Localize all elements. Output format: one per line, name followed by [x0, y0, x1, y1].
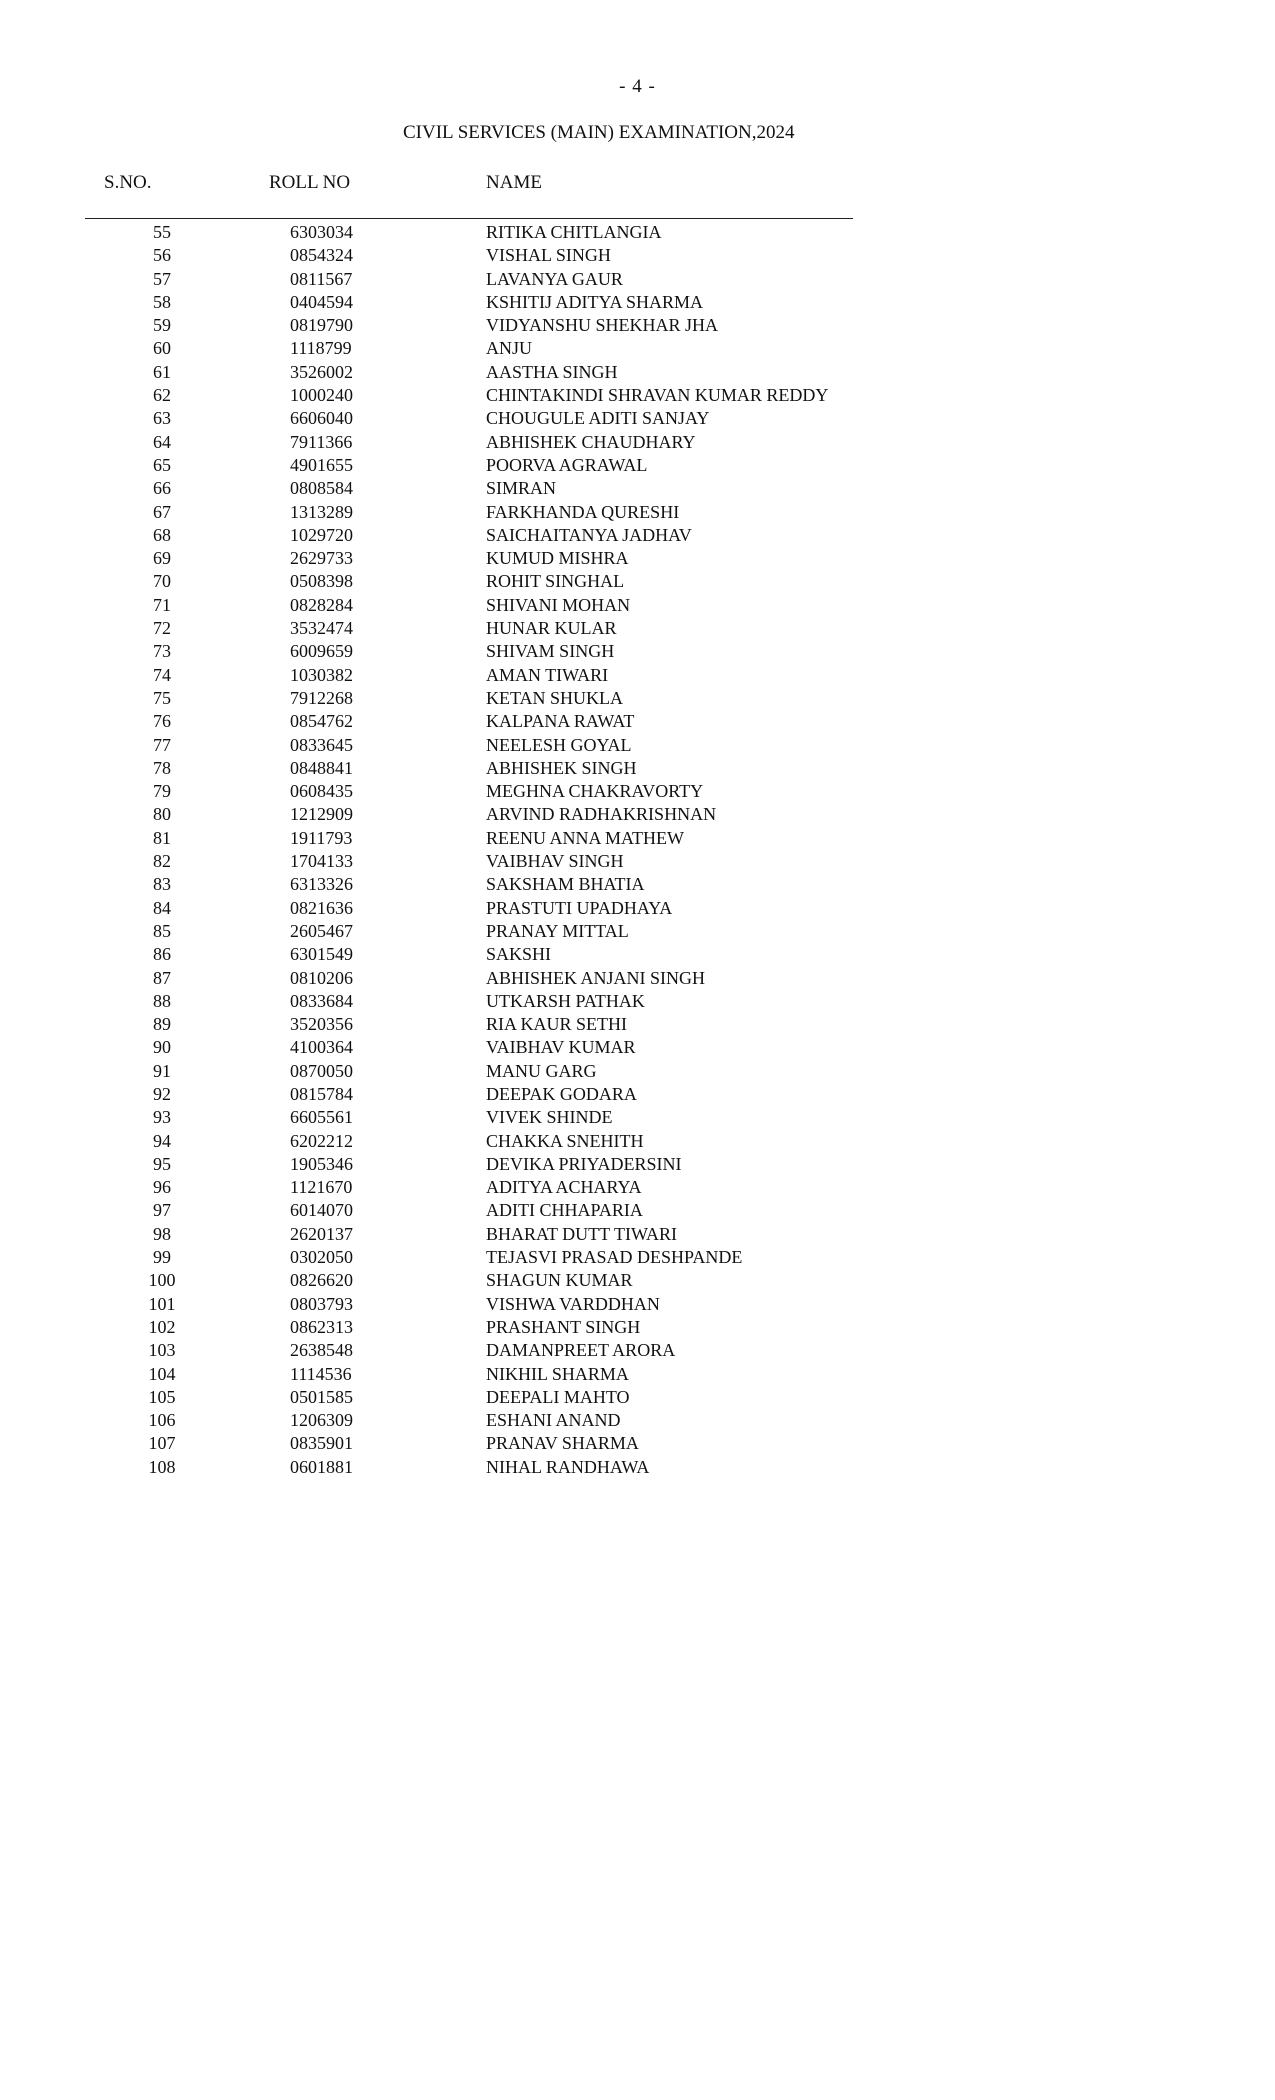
row-sno: 65 [153, 454, 171, 475]
table-row [0, 384, 1275, 407]
table-row [0, 547, 1275, 570]
table-row [0, 1246, 1275, 1269]
row-sno: 76 [153, 711, 171, 732]
row-name: ANJU [486, 338, 533, 359]
row-name: PRASHANT SINGH [486, 1316, 641, 1337]
row-sno: 96 [153, 1177, 171, 1198]
table-row [0, 803, 1275, 826]
row-roll-no: 6313326 [290, 874, 353, 895]
row-roll-no: 1206309 [290, 1410, 353, 1431]
row-sno: 92 [153, 1083, 171, 1104]
row-roll-no: 0833645 [290, 734, 353, 755]
table-row [0, 920, 1275, 943]
table-row [0, 1036, 1275, 1059]
table-row [0, 1153, 1275, 1176]
row-name: ADITI CHHAPARIA [486, 1200, 643, 1221]
row-sno: 83 [153, 874, 171, 895]
row-roll-no: 0811567 [290, 268, 353, 289]
row-name: VAIBHAV SINGH [486, 851, 624, 872]
row-sno: 85 [153, 920, 171, 941]
row-name: DEVIKA PRIYADERSINI [486, 1153, 682, 1174]
row-sno: 55 [153, 222, 171, 242]
row-roll-no: 0862313 [290, 1316, 353, 1337]
row-roll-no: 3520356 [290, 1014, 353, 1035]
row-name: UTKARSH PATHAK [486, 990, 645, 1011]
column-header-roll-no: ROLL NO [269, 172, 351, 193]
row-sno: 69 [153, 548, 171, 569]
row-sno: 93 [153, 1107, 171, 1128]
row-name: SAKSHI [486, 944, 552, 965]
table-row [0, 850, 1275, 873]
row-sno: 63 [153, 408, 171, 429]
table-row [0, 1269, 1275, 1292]
row-roll-no: 0808584 [290, 478, 353, 499]
row-roll-no: 0870050 [290, 1060, 353, 1081]
row-roll-no: 1000240 [290, 385, 353, 406]
table-row [0, 1293, 1275, 1316]
row-name: MEGHNA CHAKRAVORTY [486, 781, 704, 802]
row-name: RITIKA CHITLANGIA [486, 222, 662, 242]
row-name: TEJASVI PRASAD DESHPANDE [486, 1247, 743, 1268]
table-row [0, 501, 1275, 524]
document-title: CIVIL SERVICES (MAIN) EXAMINATION,2024 [403, 122, 795, 143]
row-sno: 67 [153, 501, 171, 522]
row-sno: 94 [153, 1130, 171, 1151]
row-roll-no: 0821636 [290, 897, 353, 918]
table-row [0, 1432, 1275, 1455]
row-roll-no: 2638548 [290, 1340, 353, 1361]
table-row [0, 1363, 1275, 1386]
row-sno: 62 [153, 385, 171, 406]
table-row [0, 990, 1275, 1013]
table-row [0, 943, 1275, 966]
row-name: ARVIND RADHAKRISHNAN [486, 804, 717, 825]
table-row [0, 1060, 1275, 1083]
table-row [0, 1176, 1275, 1199]
table-row [0, 431, 1275, 454]
row-sno: 73 [153, 641, 171, 662]
row-sno: 81 [153, 827, 171, 848]
row-sno: 75 [153, 687, 171, 708]
row-name: KSHITIJ ADITYA SHARMA [486, 291, 704, 312]
table-row [0, 477, 1275, 500]
row-roll-no: 0803793 [290, 1293, 353, 1314]
row-sno: 80 [153, 804, 171, 825]
row-sno: 91 [153, 1060, 171, 1081]
table-row [0, 617, 1275, 640]
row-roll-no: 0826620 [290, 1270, 353, 1291]
row-roll-no: 6202212 [290, 1130, 353, 1151]
row-roll-no: 0854324 [290, 245, 353, 266]
row-roll-no: 4901655 [290, 454, 353, 475]
table-row [0, 640, 1275, 663]
row-roll-no: 2605467 [290, 920, 353, 941]
row-sno: 105 [148, 1386, 176, 1407]
table-row [0, 1013, 1275, 1036]
row-roll-no: 7912268 [290, 687, 353, 708]
table-row [0, 873, 1275, 896]
row-name: ADITYA ACHARYA [486, 1177, 642, 1198]
row-name: SAICHAITANYA JADHAV [486, 524, 692, 545]
row-roll-no: 0848841 [290, 757, 353, 778]
row-sno: 66 [153, 478, 171, 499]
row-name: KETAN SHUKLA [486, 687, 624, 708]
row-name: SAKSHAM BHATIA [486, 874, 645, 895]
row-roll-no: 2629733 [290, 548, 353, 569]
row-roll-no: 0835901 [290, 1433, 353, 1454]
table-row [0, 594, 1275, 617]
row-sno: 98 [153, 1223, 171, 1244]
row-roll-no: 1212909 [290, 804, 353, 825]
row-name: ABHISHEK ANJANI SINGH [486, 967, 706, 988]
row-name: NIKHIL SHARMA [486, 1363, 629, 1384]
table-row [0, 780, 1275, 803]
row-roll-no: 1313289 [290, 501, 353, 522]
row-sno: 58 [153, 291, 171, 312]
row-roll-no: 1118799 [290, 338, 352, 359]
row-name: PRASTUTI UPADHAYA [486, 897, 673, 918]
table-row [0, 1386, 1275, 1409]
row-name: REENU ANNA MATHEW [486, 827, 684, 848]
table-row [0, 967, 1275, 990]
row-name: HUNAR KULAR [486, 618, 617, 639]
table-row [0, 1456, 1275, 1479]
row-roll-no: 3526002 [290, 361, 353, 382]
row-roll-no: 0508398 [290, 571, 353, 592]
row-sno: 56 [153, 245, 171, 266]
row-name: VISHAL SINGH [486, 245, 611, 266]
row-roll-no: 0854762 [290, 711, 353, 732]
table-row [0, 1083, 1275, 1106]
row-name: AASTHA SINGH [486, 361, 618, 382]
row-name: DAMANPREET ARORA [486, 1340, 676, 1361]
table-row [0, 524, 1275, 547]
row-roll-no: 0601881 [290, 1456, 353, 1477]
row-roll-no: 6605561 [290, 1107, 353, 1128]
row-name: LAVANYA GAUR [486, 268, 623, 289]
row-sno: 102 [148, 1316, 176, 1337]
row-name: CHOUGULE ADITI SANJAY [486, 408, 710, 429]
row-sno: 100 [148, 1270, 176, 1291]
row-roll-no: 0815784 [290, 1083, 353, 1104]
row-name: SHIVAM SINGH [486, 641, 615, 662]
row-roll-no: 6606040 [290, 408, 353, 429]
row-roll-no: 1114536 [290, 1363, 352, 1384]
table-row [0, 1316, 1275, 1339]
table-row [0, 1223, 1275, 1246]
row-roll-no: 2620137 [290, 1223, 353, 1244]
row-sno: 86 [153, 944, 171, 965]
row-roll-no: 0608435 [290, 781, 353, 802]
row-name: SHAGUN KUMAR [486, 1270, 633, 1291]
row-name: FARKHANDA QURESHI [486, 501, 680, 522]
table-row [0, 570, 1275, 593]
row-roll-no: 7911366 [290, 431, 353, 452]
row-sno: 68 [153, 524, 171, 545]
row-name: ABHISHEK SINGH [486, 757, 637, 778]
row-sno: 70 [153, 571, 171, 592]
row-name: ESHANI ANAND [486, 1410, 621, 1431]
row-sno: 59 [153, 315, 171, 336]
row-sno: 95 [153, 1153, 171, 1174]
table-row [0, 710, 1275, 733]
table-row [0, 454, 1275, 477]
row-sno: 64 [153, 431, 171, 452]
row-sno: 107 [148, 1433, 176, 1454]
row-sno: 103 [148, 1340, 176, 1361]
row-roll-no: 1029720 [290, 524, 353, 545]
row-roll-no: 1121670 [290, 1177, 353, 1198]
row-sno: 57 [153, 268, 171, 289]
table-row [0, 407, 1275, 430]
row-name: SIMRAN [486, 478, 557, 499]
row-roll-no: 0501585 [290, 1386, 353, 1407]
row-sno: 88 [153, 990, 171, 1011]
row-sno: 108 [148, 1456, 176, 1477]
row-sno: 82 [153, 851, 171, 872]
row-name: BHARAT DUTT TIWARI [486, 1223, 678, 1244]
row-sno: 99 [153, 1247, 171, 1268]
row-name: ABHISHEK CHAUDHARY [486, 431, 696, 452]
row-roll-no: 0833684 [290, 990, 353, 1011]
row-name: ROHIT SINGHAL [486, 571, 625, 592]
row-name: NEELESH GOYAL [486, 734, 632, 755]
table-row [0, 827, 1275, 850]
table-row [0, 361, 1275, 384]
row-name: CHINTAKINDI SHRAVAN KUMAR REDDY [486, 385, 829, 406]
table-row [0, 687, 1275, 710]
row-sno: 87 [153, 967, 171, 988]
row-name: VISHWA VARDDHAN [486, 1293, 660, 1314]
header-divider [85, 218, 853, 219]
row-roll-no: 1905346 [290, 1153, 353, 1174]
row-name: AMAN TIWARI [486, 664, 609, 685]
column-header-name: NAME [486, 172, 542, 193]
row-sno: 101 [148, 1293, 176, 1314]
table-row [0, 337, 1275, 360]
row-name: PRANAY MITTAL [486, 920, 629, 941]
row-name: CHAKKA SNEHITH [486, 1130, 644, 1151]
table-row [0, 734, 1275, 757]
table-row [0, 314, 1275, 337]
row-sno: 74 [153, 664, 171, 685]
table-row [0, 291, 1275, 314]
row-sno: 106 [148, 1410, 176, 1431]
table-row [0, 244, 1275, 267]
row-sno: 97 [153, 1200, 171, 1221]
table-header [0, 172, 1275, 198]
row-name: POORVA AGRAWAL [486, 454, 648, 475]
row-sno: 61 [153, 361, 171, 382]
table-row [0, 221, 1275, 244]
row-roll-no: 0828284 [290, 594, 353, 615]
column-header-sno: S.NO. [104, 172, 152, 193]
results-table-body [0, 221, 1275, 1479]
table-row [0, 1409, 1275, 1432]
row-sno: 90 [153, 1037, 171, 1058]
row-roll-no: 1704133 [290, 851, 353, 872]
table-row [0, 757, 1275, 780]
row-name: DEEPALI MAHTO [486, 1386, 630, 1407]
table-row [0, 1339, 1275, 1362]
row-sno: 104 [148, 1363, 176, 1384]
row-roll-no: 4100364 [290, 1037, 353, 1058]
row-roll-no: 0404594 [290, 291, 353, 312]
row-roll-no: 0810206 [290, 967, 353, 988]
row-roll-no: 6301549 [290, 944, 353, 965]
row-name: RIA KAUR SETHI [486, 1014, 628, 1035]
row-name: VIDYANSHU SHEKHAR JHA [486, 315, 719, 336]
row-roll-no: 6009659 [290, 641, 353, 662]
row-sno: 72 [153, 618, 171, 639]
row-name: KUMUD MISHRA [486, 548, 629, 569]
row-sno: 84 [153, 897, 171, 918]
row-name: SHIVANI MOHAN [486, 594, 631, 615]
row-roll-no: 3532474 [290, 618, 353, 639]
row-sno: 77 [153, 734, 171, 755]
row-sno: 71 [153, 594, 171, 615]
row-name: KALPANA RAWAT [486, 711, 635, 732]
row-roll-no: 6014070 [290, 1200, 353, 1221]
page-number: - 4 - [619, 76, 656, 97]
table-row [0, 1199, 1275, 1222]
row-roll-no: 6303034 [290, 222, 353, 242]
row-name: MANU GARG [486, 1060, 597, 1081]
table-row [0, 268, 1275, 291]
row-roll-no: 0819790 [290, 315, 353, 336]
row-name: NIHAL RANDHAWA [486, 1456, 650, 1477]
row-name: DEEPAK GODARA [486, 1083, 637, 1104]
row-name: PRANAV SHARMA [486, 1433, 639, 1454]
table-row [0, 664, 1275, 687]
table-row [0, 1130, 1275, 1153]
row-roll-no: 1030382 [290, 664, 353, 685]
row-roll-no: 1911793 [290, 827, 353, 848]
row-name: VAIBHAV KUMAR [486, 1037, 636, 1058]
table-row [0, 1106, 1275, 1129]
row-sno: 60 [153, 338, 171, 359]
row-roll-no: 0302050 [290, 1247, 353, 1268]
row-sno: 89 [153, 1014, 171, 1035]
row-name: VIVEK SHINDE [486, 1107, 613, 1128]
row-sno: 79 [153, 781, 171, 802]
row-sno: 78 [153, 757, 171, 778]
table-row [0, 897, 1275, 920]
